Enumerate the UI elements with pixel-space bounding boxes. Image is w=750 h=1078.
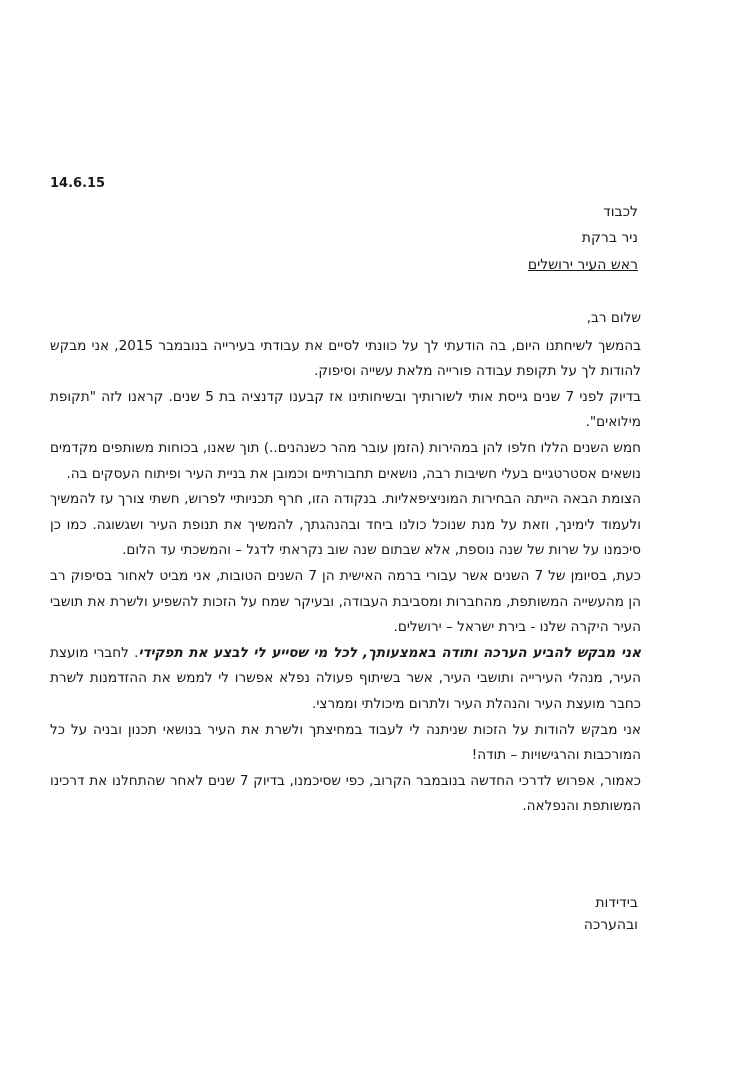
paragraph-6-emphasis: אני מבקש להביע הערכה ותודה באמצעותך, לכל מי שסייע לי לבצע את תפקידי xyxy=(138,644,641,661)
greeting: שלום רב, xyxy=(586,310,641,326)
paragraph-4: הצומת הבאה הייתה הבחירות המוניציפאליות. בנקודה הזו, חרף תכניותיי לפרוש, חשתי צורך עז להמשיך ולעמוד לימינך, וזאת על מנת שנוכל כולנו ביחד ובהנהגתך, להמשיך את תנופת העיר ושגשוגה. כמו כן סיכמנו על שרות של שנה נוספת, אלא שבתום שנה שוב נקראתי לדגל – והמשכתי עד הלום. xyxy=(50,491,641,559)
paragraph-1: בהמשך לשיחתנו היום, בה הודעתי לך על כוונתי לסיים את עבודתי בעירייה בנובמבר 2015, אני מבקש להודות לך על תקופת עבודה פורייה מלאת עשייה וסיפוק. xyxy=(50,337,641,380)
letter-body xyxy=(50,306,641,820)
paragraph-8: כאמור, אפרוש לדרכי החדשה בנובמבר הקרוב, כפי שסיכמנו, בדיוק 7 שנים לאחר שהתחלנו את דרכינו המשותפת והנפלאה. xyxy=(50,772,641,815)
letter-date: 14.6.15 xyxy=(50,176,106,191)
paragraph-5: כעת, בסיומן של 7 השנים אשר עבורי ברמה האישית הן 7 השנים הטובות, אני מביט לאחור בסיפוק רב הן מהעשייה המשותפת, מהחברות ומסביבת העבודה, ובעיקר שמח על הזכות להשפיע ולשרת את תושבי העיר היקרה שלנו - בירת ישראל – ירושלים. xyxy=(50,567,641,636)
closing-text: בידידות ובהערכה xyxy=(583,895,638,933)
paragraph-2: בדיוק לפני 7 שנים גייסת אותי לשורותיך ובשיחותינו אז קבענו קדנציה בת 5 שנים. קראנו לזה "תקופת מילואים". xyxy=(50,388,641,431)
paragraph-3: חמש השנים הללו חלפו להן במהירות (הזמן עובר מהר כשנהנים..) תוך שאנו, בכוחות משותפים מקדמים נושאים אסטרטגיים בעלי חשיבות רבה, נושאים תחבורתיים וכמובן את בניית העיר ופיתוח העסקים בה. xyxy=(50,439,641,482)
paragraph-7: אני מבקש להודות על הזכות שניתנה לי לעבוד במחיצתך ולשרת את העיר בנושאי תכנון ובניה על כל המורכבות והרגישויות – תודה! xyxy=(50,721,641,764)
recipient-honorific: לכבוד xyxy=(603,204,638,220)
paragraph-6 xyxy=(50,641,641,718)
paragraph-6-rest: . לחברי מועצת העיר, מנהלי העירייה ותושבי העיר, אשר בשיתוף פעולה נפלא אפשרו לי לממש את ההזדמנות לשרת כחבר מועצת העיר והנהלת העיר ולתרום מיכולתי וממרצי. xyxy=(50,644,641,712)
recipient-name: ניר ברקת xyxy=(581,230,638,246)
closing-line xyxy=(553,895,638,933)
recipient-title: ראש העיר ירושלים xyxy=(527,257,638,273)
